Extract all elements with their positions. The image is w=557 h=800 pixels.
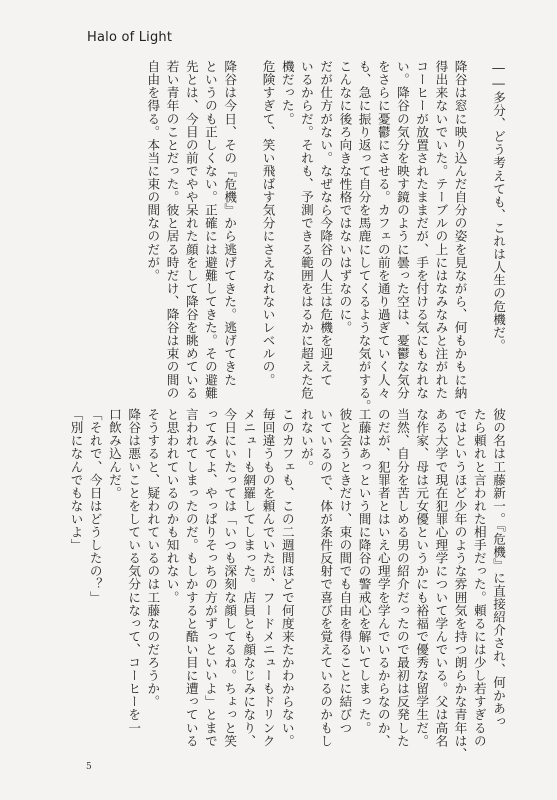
- text-column: 機だった。: [279, 60, 295, 126]
- text-column: と思われているのかも知れない。: [164, 408, 180, 604]
- text-column: 当然、自分を苦しめる男の紹介だったので最初は反発した: [394, 408, 410, 748]
- text-column: れないが。: [298, 408, 314, 474]
- text-column: メニューも網羅してしまった。店員とも顔なじみになり、: [241, 408, 257, 748]
- text-column: 工藤はあっという間に降谷の警戒心を解いてしまった。: [356, 408, 372, 735]
- text-column: い。降谷の気分を映す鏡のように曇った空は、憂鬱な気分: [394, 60, 410, 400]
- text-column: ――多分、どう考えても、これは人生の危機だ。: [491, 60, 506, 352]
- text-column: いているので、体が条件反射で喜びを覚えているのかもし: [318, 408, 334, 748]
- text-column: このカフェも、この二週間ほどで何度来たかわからない。: [279, 408, 295, 748]
- text-column: をさらに憂鬱にさせる。カフェの前を通り過ぎていく人々: [375, 60, 391, 400]
- text-column: のだが、犯罪者とはいえ心理学を学んでいるからなのか、: [375, 408, 391, 748]
- text-column: 得出来ないでいた。テーブルの上にはなみなみと注がれた: [433, 60, 449, 400]
- text-column: 毎回違うものを頼んでいたが、フードメニューもドリンク: [260, 408, 276, 748]
- text-column: 今日にいたっては「いつも深刻な顔してるね。ちょっと笑: [222, 408, 238, 748]
- text-column: 危険すぎて、笑い飛ばす気分にさえなれないレベルの。: [260, 60, 276, 387]
- text-column: そうすると、疑われているのは工藤なのだろうか。: [145, 408, 161, 709]
- text-column: ではというほど少年のような雰囲気を持つ朗らかな青年は、: [452, 408, 468, 761]
- text-column: こんなに後ろ向きな性格ではないはずなのに。: [337, 60, 353, 335]
- text-column: というのも正しくない。正確には避難してきた。その避難: [202, 60, 218, 400]
- text-column: も、急に振り返って自分を馬鹿にしてくるような気がする。: [356, 60, 372, 413]
- text-column: 自由を得る。本当に束の間なのだが。: [145, 60, 161, 282]
- page-number: 5: [86, 762, 92, 772]
- text-column: 降谷は窓に映り込んだ自分の姿を見ながら、何もかもに納: [452, 60, 468, 400]
- text-block-lower: [68, 408, 508, 761]
- text-column: ある大学で現在犯罪心理学について学んでいる。父は高名: [433, 408, 449, 748]
- text-block-upper: [98, 60, 508, 413]
- running-header: Halo of Light: [87, 30, 173, 45]
- text-column: 彼と会うときだけ、束の間でも自由を得ることに結びつ: [337, 408, 353, 735]
- text-column: 若い青年のことだった。彼と居る時だけ、降谷は束の間の: [164, 60, 180, 400]
- text-column: だが仕方がない。なぜなら今降谷の人生は危機を迎えて: [318, 60, 334, 387]
- text-column: 口飲み込んだ。: [106, 408, 122, 500]
- text-column: [470, 60, 489, 380]
- text-column: いるからだ。それも、予測できる範囲をはるかに超えた危: [298, 60, 314, 400]
- text-column: 降谷は今日、その『危機』から逃げてきた。逃げてきた: [222, 60, 238, 387]
- text-column: ってみてよ、やっぱりそっちの方がずっといいよ」とまで: [202, 408, 218, 748]
- text-column: 彼の名は工藤新一。『危機』に直接紹介され、何かあっ: [491, 408, 506, 728]
- text-column: たら頼れと言われた相手だった。頼るには少し若すぎるの: [471, 408, 487, 748]
- text-column: 降谷は悪いことをしている気分になって、コーヒーを一: [126, 408, 142, 735]
- text-column: コーヒーが放置されたままだが、手を付ける気にもなれな: [414, 60, 430, 400]
- text-column: 「別になんでもないよ」: [68, 408, 84, 552]
- text-column: 先とは、今目の前でやや呆れた顔をして降谷を眺めている: [183, 60, 199, 400]
- text-column: [239, 60, 258, 380]
- text-column: な作家、母は元女優というかにも裕福で優秀な留学生だ。: [414, 408, 430, 748]
- text-column: 言われてしまったのだ。もしかすると酷い目に遭っている: [183, 408, 199, 748]
- text-column: 「それで、今日はどうしたの？」: [87, 408, 103, 604]
